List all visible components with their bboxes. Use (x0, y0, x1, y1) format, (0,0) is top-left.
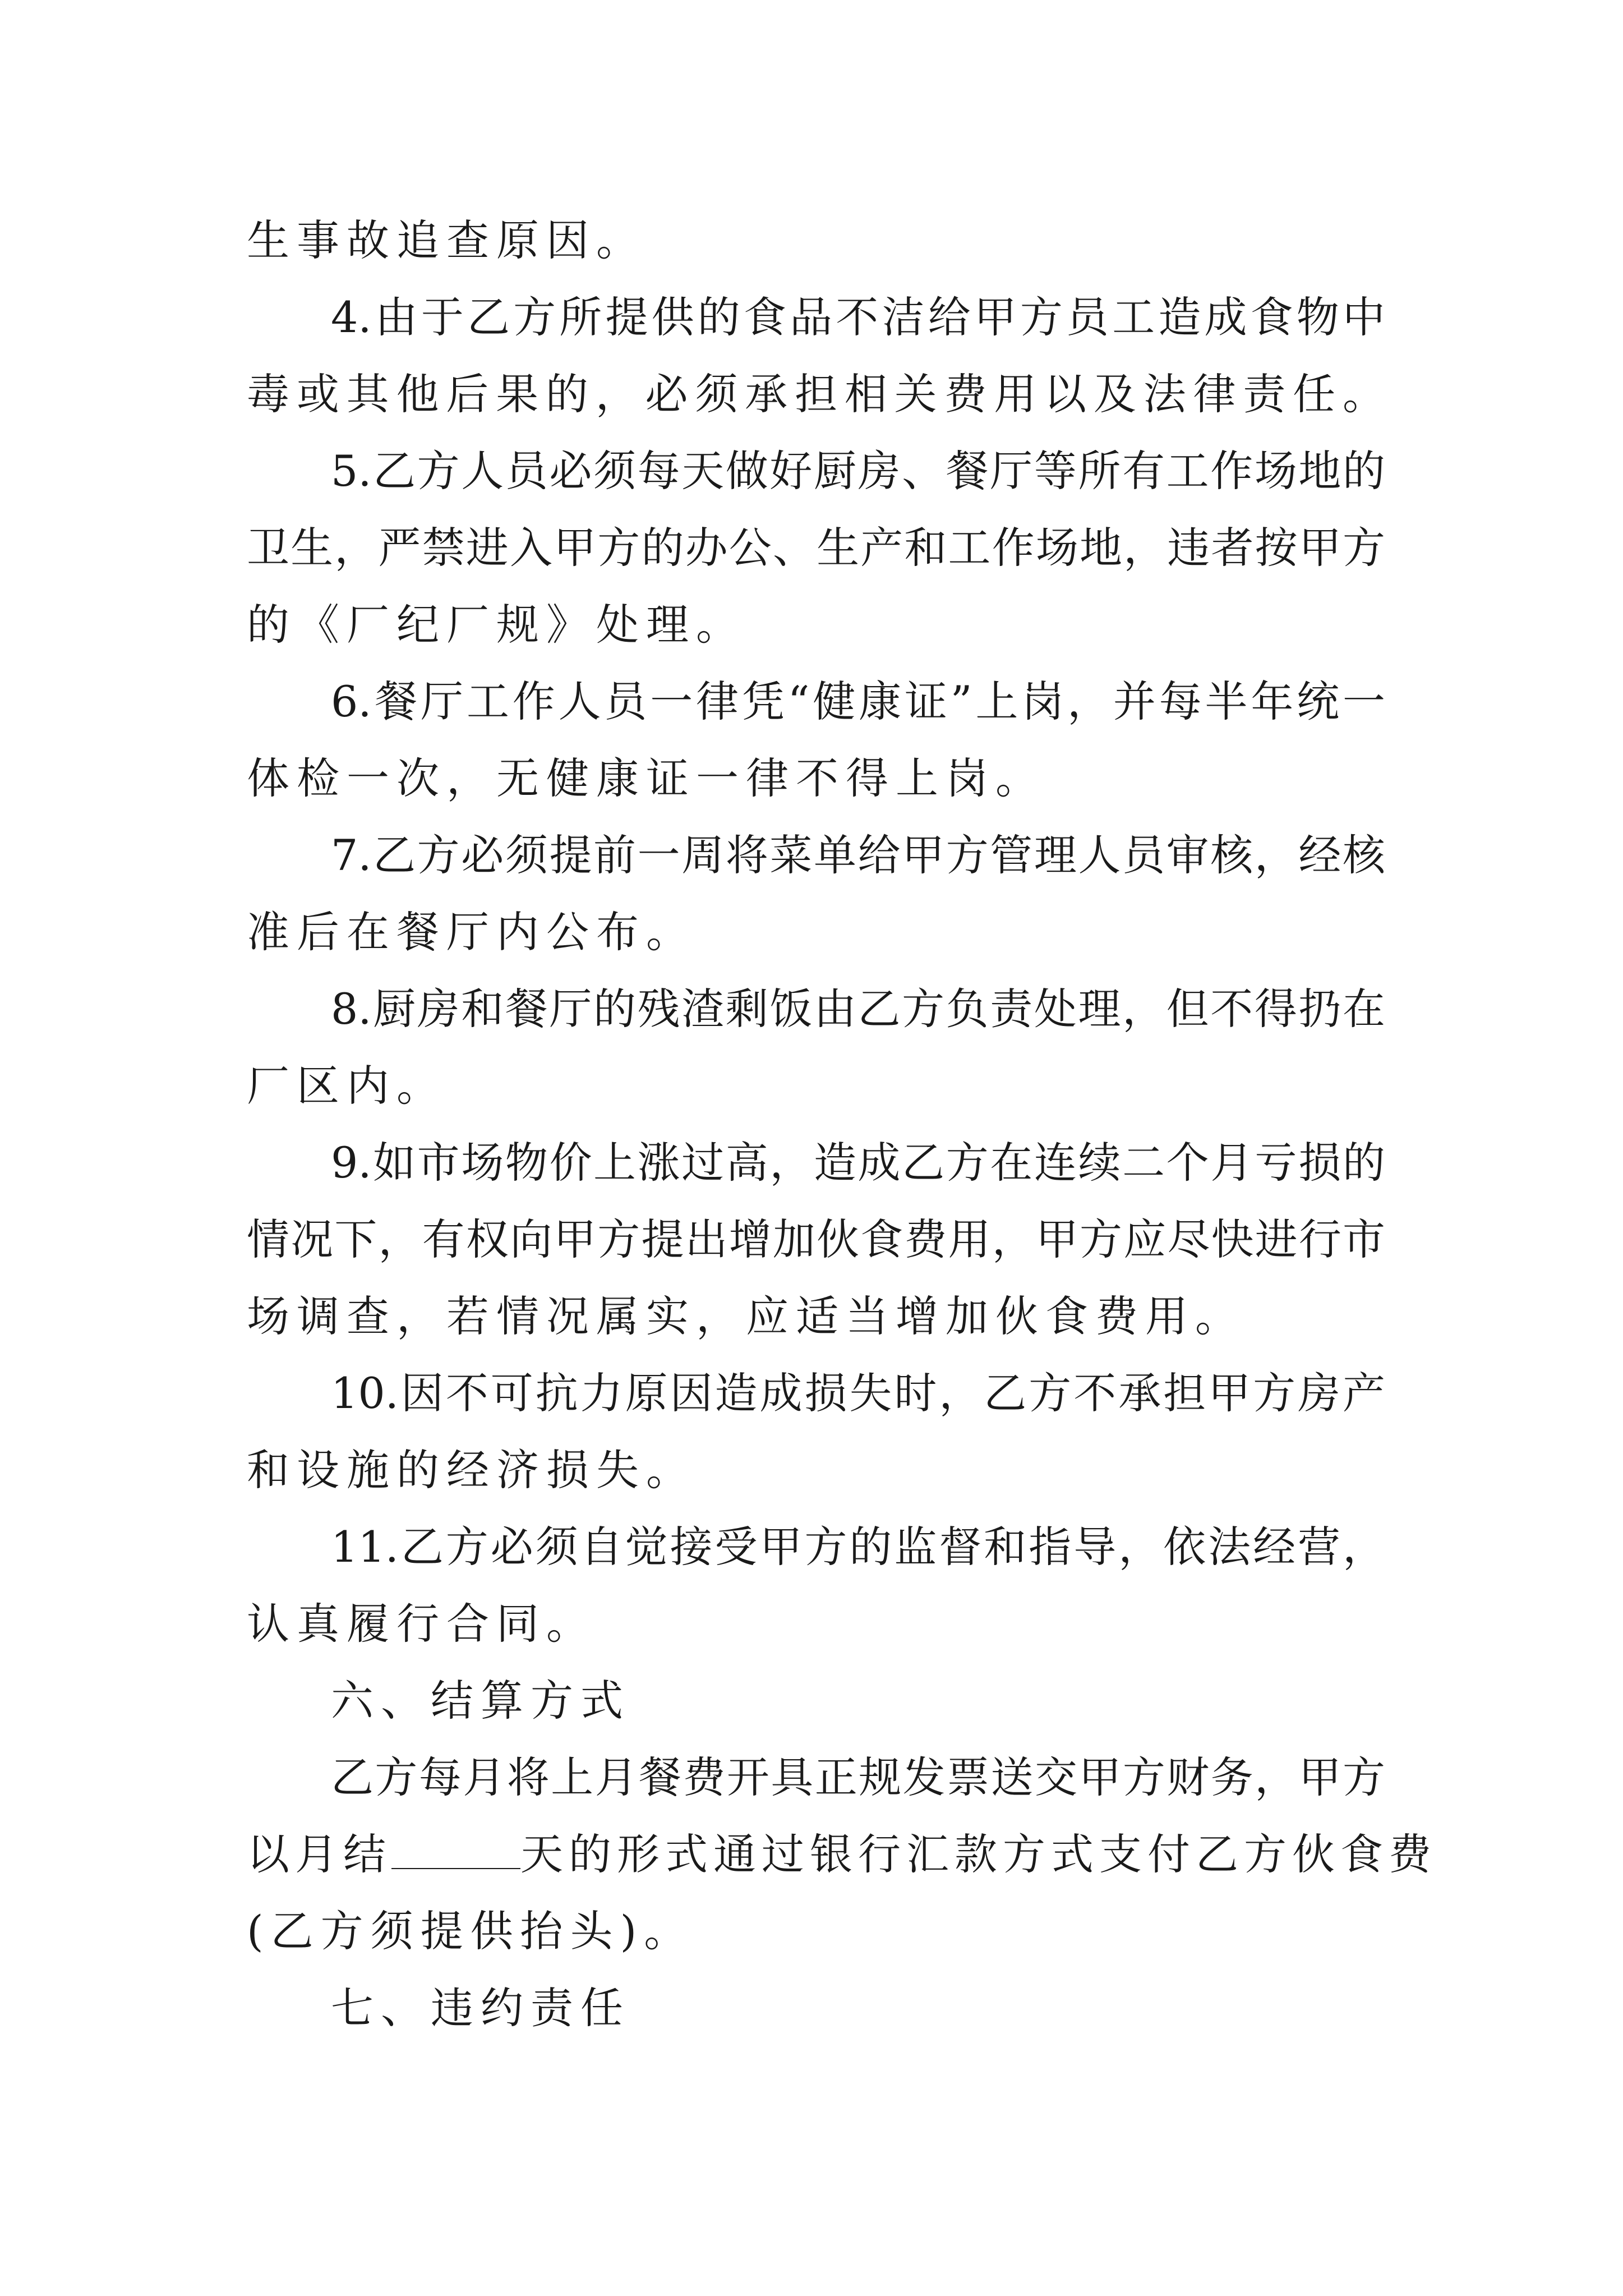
text-line: 6.餐厅工作人员一律凭“健康证”上岗，并每半年统一 (331, 677, 1385, 726)
settlement-line (247, 1816, 1437, 1893)
text-line: 8.厨房和餐厅的残渣剩饭由乙方负责处理，但不得扔在 (331, 984, 1385, 1034)
text-line: 六、结算方式 (331, 1676, 630, 1726)
text-line: 的《厂纪厂规》处理。 (247, 600, 746, 650)
text-line: 卫生，严禁进入甲方的办公、生产和工作场地，违者按甲方 (247, 523, 1385, 573)
text-line: 体检一次，无健康证一律不得上岗。 (247, 753, 1045, 803)
paragraph-block-end (247, 1893, 1385, 2046)
text-line: 11.乙方必须自觉接受甲方的监督和指导，依法经营， (331, 1522, 1385, 1572)
text-line: 认真履行合同。 (247, 1599, 596, 1649)
text-line: 乙方每月将上月餐费开具正规发票送交甲方财务，甲方 (331, 1752, 1385, 1802)
text-line: 和设施的经济损失。 (247, 1445, 696, 1495)
text-line: 七、违约责任 (331, 1983, 630, 2033)
settlement-text-before: 以月结 (247, 1829, 391, 1879)
settlement-text-after: 天的形式通过银行汇款方式支付乙方伙食费 (520, 1829, 1437, 1879)
text-line: 情况下，有权向甲方提出增加伙食费用，甲方应尽快进行市 (247, 1214, 1385, 1264)
fill-in-blank (391, 1834, 520, 1869)
text-line: 10.因不可抗力原因造成损失时，乙方不承担甲方房产 (331, 1368, 1385, 1418)
paragraph-block (247, 202, 1385, 1816)
text-line: (乙方须提供抬头)。 (247, 1906, 694, 1956)
document-page (247, 202, 1437, 2046)
text-line: 厂区内。 (247, 1061, 446, 1111)
text-line: 生事故追查原因。 (247, 215, 646, 265)
text-line: 准后在餐厅内公布。 (247, 907, 696, 957)
text-line: 7.乙方必须提前一周将菜单给甲方管理人员审核，经核 (331, 830, 1385, 880)
text-line: 场调查，若情况属实，应适当增加伙食费用。 (247, 1291, 1245, 1341)
text-line: 9.如市场物价上涨过高，造成乙方在连续二个月亏损的 (331, 1138, 1385, 1188)
text-line: 毒或其他后果的，必须承担相关费用以及法律责任。 (247, 369, 1385, 419)
text-line: 5.乙方人员必须每天做好厨房、餐厅等所有工作场地的 (331, 446, 1385, 496)
text-line: 4.由于乙方所提供的食品不洁给甲方员工造成食物中 (331, 292, 1385, 342)
